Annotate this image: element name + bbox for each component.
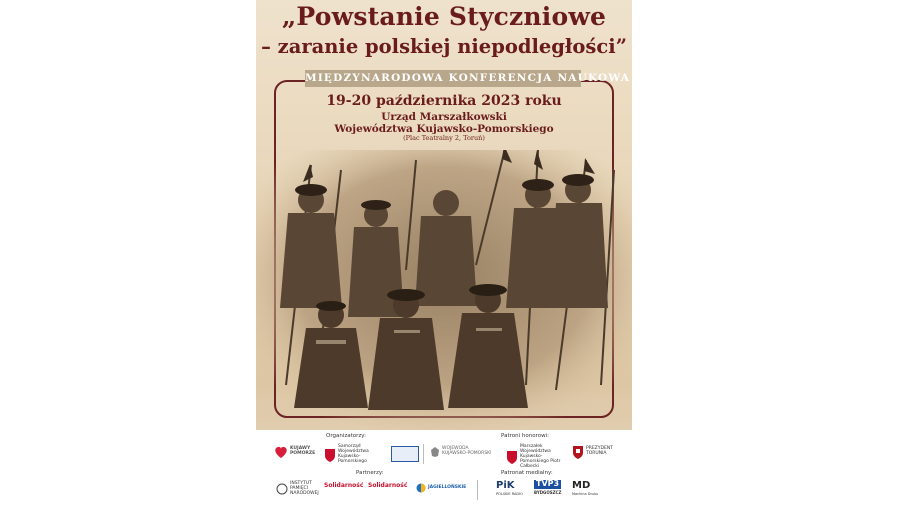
media-patrons-label: Patronat medialny: [501, 470, 553, 476]
polskie-radio-pik-logo: PiK POLSKIE RADIO [496, 480, 523, 496]
eagle-emblem-icon [430, 446, 440, 458]
divider [477, 480, 478, 500]
historical-insurgents-photo [256, 150, 632, 430]
tvp3-bydgoszcz-logo: TVP3 BYDGOSZCZ [534, 479, 562, 495]
wojewoda-logo: WOJEWODA KUJAWSKO-POMORSKI [430, 446, 492, 458]
poster-title-line1: „Powstanie Styczniowe [281, 2, 607, 31]
marszalek-logo: Marszałek Województwa Kujawsko-Pomorskiego Piotr Całbecki [506, 445, 570, 470]
ipn-logo: INSTYTUT PAMIĘCI NARODOWEJ [276, 482, 316, 497]
venue-line-1: Urząd Marszałkowski [381, 111, 507, 123]
city-crest-icon [572, 445, 584, 459]
solidarnosc-logo-1: Solidarność [324, 482, 364, 489]
jagiellonian-circle-icon [416, 483, 426, 493]
prezydent-torunia-logo: PREZYDENT TORUNIA [572, 445, 618, 459]
partners-label: Partnerzy: [356, 470, 384, 476]
shield-crest-icon [506, 450, 518, 464]
heart-logo-icon [274, 445, 288, 459]
venue-line-2: Województwa Kujawsko-Pomorskiego [334, 123, 554, 135]
poster-title-line2: – zaranie polskiej niepodległości” [261, 35, 627, 58]
kujawy-pomorze-logo: KUJAWY POMORZE [274, 445, 320, 459]
conference-label: MIĘDZYNARODOWA KONFERENCJA NAUKOWA [305, 70, 581, 87]
institution-logo [391, 446, 419, 462]
samorzad-logo: Samorząd Województwa Kujawsko-Pomorskiego [324, 445, 382, 465]
solidarnosc-logo-2: Solidarność [368, 482, 408, 489]
event-date: 19-20 października 2023 roku [326, 93, 562, 109]
divider [423, 444, 424, 464]
ipn-emblem-icon [276, 483, 288, 495]
jagiellonskie-logo: JAGIELLOŃSKIE [416, 483, 466, 493]
sponsors-footer [256, 430, 632, 506]
machina-druku-logo: MD Machina Druku [572, 480, 599, 496]
organizers-label: Organizatorzy: [326, 433, 367, 439]
venue-address: (Plac Teatralny 2, Toruń) [403, 134, 485, 142]
honorary-patrons-label: Patroni honorowi: [501, 433, 549, 439]
shield-crest-icon [324, 448, 336, 462]
